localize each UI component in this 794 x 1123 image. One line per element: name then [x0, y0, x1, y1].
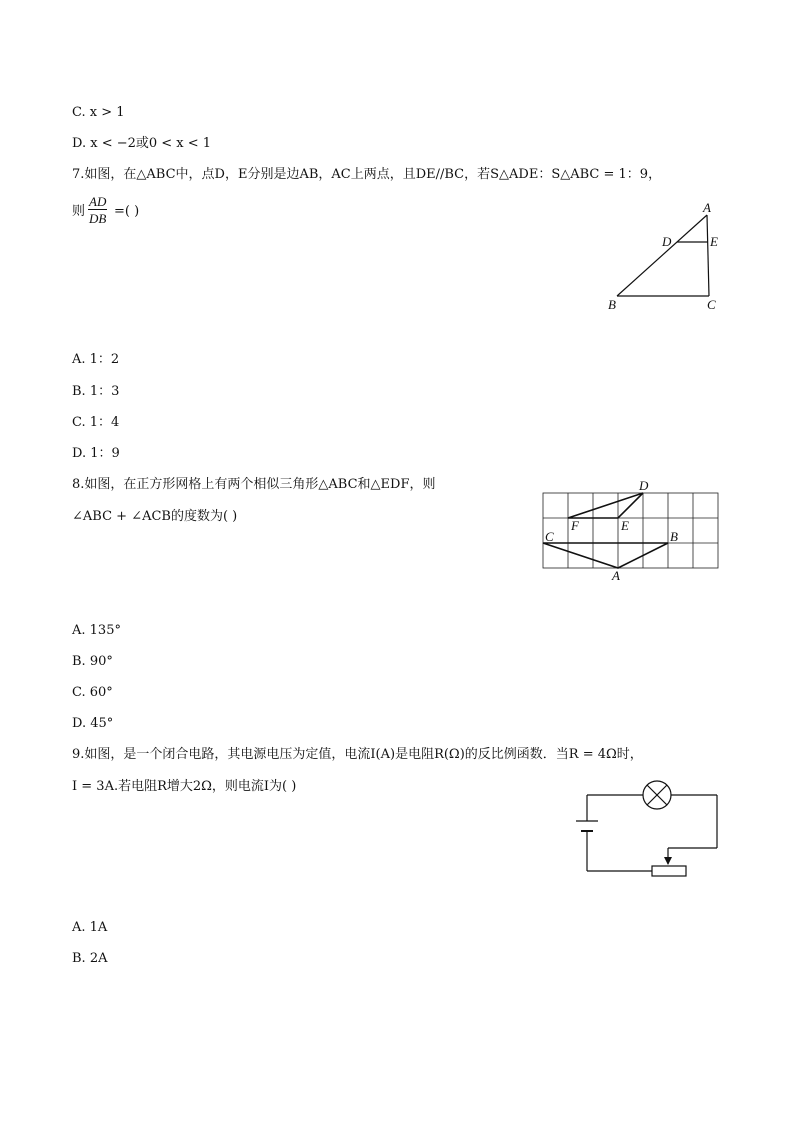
q8-line1: 8.如图，在正方形网格上有两个相似三角形△ABC和△EDF，则	[72, 477, 436, 492]
q7-ask-prefix: 则	[72, 204, 86, 219]
q7-segment-ab	[617, 215, 707, 296]
q7-fraction	[88, 195, 107, 225]
q7-label-a: A	[703, 200, 711, 215]
q8-option-b: B. 90°	[72, 654, 113, 669]
q8-line2: ∠ABC + ∠ACB的度数为( )	[72, 509, 238, 524]
q8-label-b: B	[670, 529, 678, 544]
q8-grid-figure	[535, 475, 725, 585]
q7-label-b: B	[608, 297, 616, 312]
q8-option-a: A. 135°	[72, 623, 121, 638]
rheostat-icon	[652, 866, 686, 876]
q7-ask-suffix: =( )	[114, 204, 140, 219]
q9-line1: 9.如图，是一个闭合电路，其电源电压为定值，电流I(A)是电阻R(Ω)的反比例函数．当R = 4Ω时，	[72, 747, 643, 762]
q7-stem: 7.如图，在△ABC中，点D，E分别是边AB，AC上两点，且DE//BC，若S△ADE：S△ABC = 1：9，	[72, 167, 662, 182]
q8-label-a: A	[612, 568, 620, 583]
q9-circuit-figure	[565, 775, 725, 885]
q8-grid	[543, 493, 718, 568]
q8-label-c: C	[545, 529, 554, 544]
q7-option-b: B. 1：3	[72, 384, 120, 399]
rheostat-slider-arrow-icon	[664, 857, 672, 865]
q8-triangle-abc	[543, 543, 668, 568]
q6-option-d: D. x < −2或0 < x < 1	[72, 136, 212, 151]
q7-fraction-denominator: DB	[89, 211, 107, 226]
q7-option-a: A. 1：2	[72, 352, 120, 367]
q8-option-c: C. 60°	[72, 685, 113, 700]
q9-line2: I = 3A.若电阻R增大2Ω，则电流I为( )	[72, 779, 297, 794]
q8-label-e: E	[621, 518, 629, 533]
q8-option-d: D. 45°	[72, 716, 114, 731]
q7-label-e: E	[710, 234, 718, 249]
q7-option-c: C. 1：4	[72, 415, 120, 430]
q9-option-b: B. 2A	[72, 951, 108, 966]
lamp-icon	[643, 781, 671, 809]
q9-option-a: A. 1A	[72, 920, 108, 935]
q7-label-c: C	[707, 297, 716, 312]
q7-triangle-figure	[600, 195, 730, 320]
q8-label-d: D	[639, 478, 649, 493]
battery-icon	[576, 821, 598, 831]
q8-triangle-edf	[568, 493, 643, 518]
q7-segment-ac	[707, 215, 709, 296]
q7-fraction-numerator: AD	[89, 194, 107, 209]
q7-option-d: D. 1：9	[72, 446, 120, 461]
q6-option-c: C. x > 1	[72, 105, 125, 120]
q8-label-f: F	[571, 518, 579, 533]
q7-label-d: D	[662, 234, 672, 249]
